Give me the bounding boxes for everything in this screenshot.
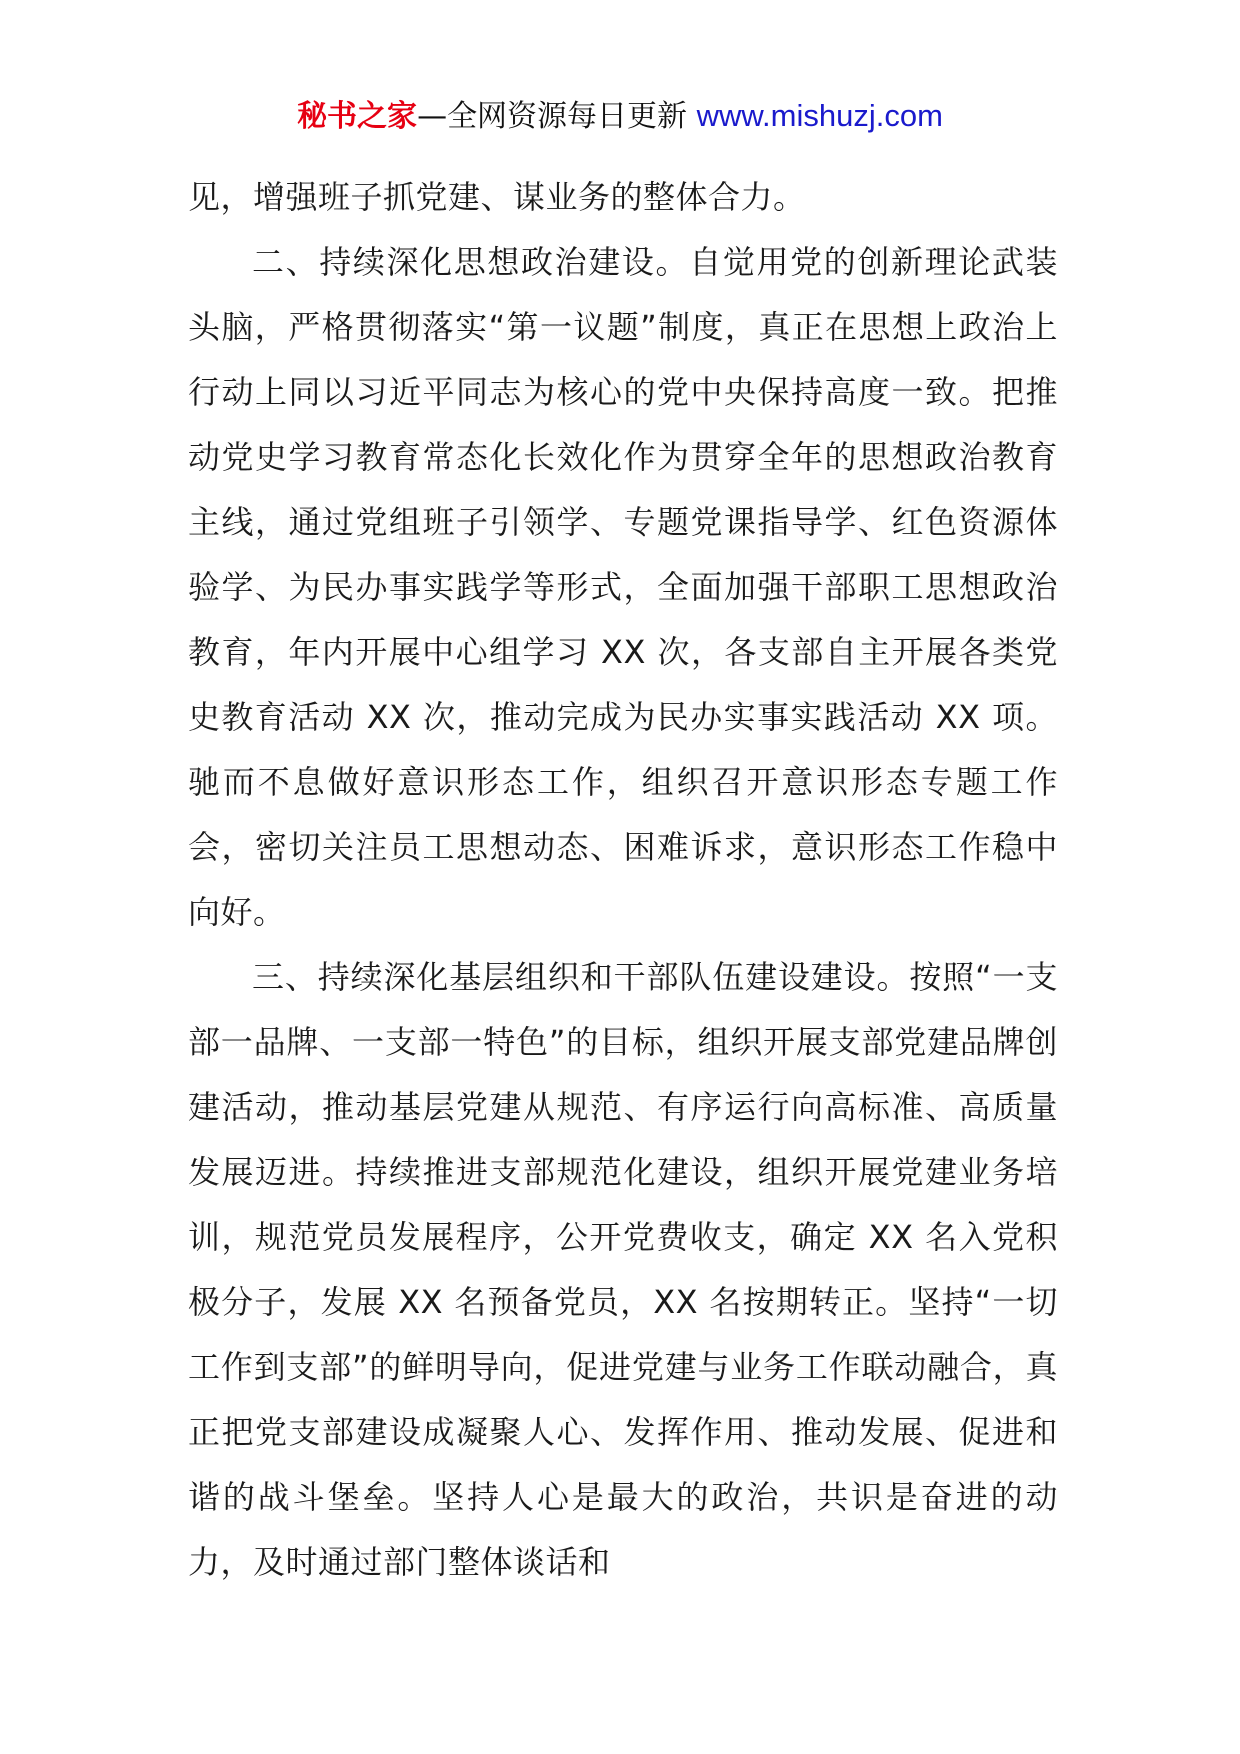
paragraph-ideological-building: 二、持续深化思想政治建设。自觉用党的创新理论武装头脑，严格贯彻落实“第一议题”制度，真正在思想上政治上行动上同以习近平同志为核心的党中央保持高度一致。把推动党史学习教育常态化长效化作为贯穿全年的思想政治教育主线，通过党组班子引领学、专题党课指导学、红色资源体验学、为民办事实践学等形式，全面加强干部职工思想政治教育，年内开展中心组学习 XX 次，各支部自主开展各类党史教育活动 XX 次，推动完成为民办实事实践活动 XX 项。驰而不息做好意识形态工作，组织召开意识形态专题工作会，密切关注员工思想动态、困难诉求，意识形态工作稳中向好。 xyxy=(188,243,1058,931)
brand-name: 秘书之家 xyxy=(297,99,418,134)
site-header xyxy=(0,96,1240,137)
document-body xyxy=(188,165,1058,1595)
paragraph-continuation: 见，增强班子抓党建、谋业务的整体合力。 xyxy=(188,178,806,216)
header-tagline: —全网资源每日更新 xyxy=(417,99,688,134)
site-url-link[interactable]: www.mishuzj.com xyxy=(696,98,943,133)
paragraph-grassroots-organization: 三、持续深化基层组织和干部队伍建设建设。按照“一支部一品牌、一支部一特色”的目标，组织开展支部党建品牌创建活动，推动基层党建从规范、有序运行向高标准、高质量发展迈进。持续推进支部规范化建设，组织开展党建业务培训，规范党员发展程序，公开党费收支，确定 XX 名入党积极分子，发展 XX 名预备党员，XX 名按期转正。坚持“一切工作到支部”的鲜明导向，促进党建与业务工作联动融合，真正把党支部建设成凝聚人心、发挥作用、推动发展、促进和谐的战斗堡垒。坚持人心是最大的政治，共识是奋进的动力，及时通过部门整体谈话和 xyxy=(188,958,1058,1581)
